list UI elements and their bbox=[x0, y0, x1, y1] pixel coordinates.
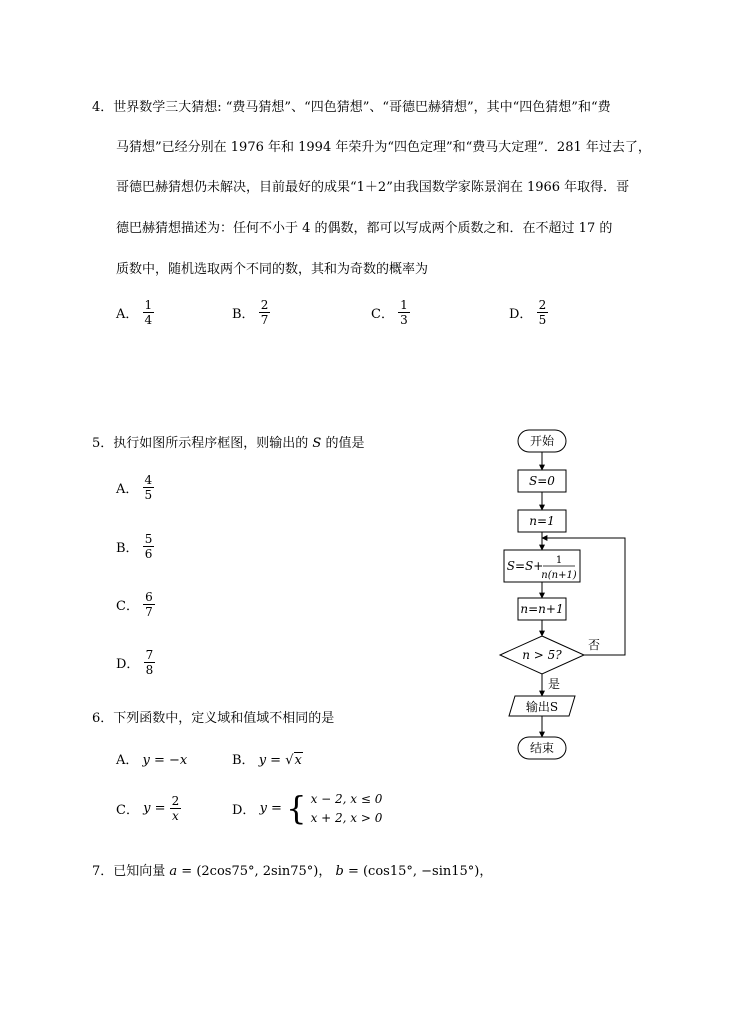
option-fraction: $\frac{2}{5}$ bbox=[538, 298, 547, 328]
option-label: A． bbox=[116, 482, 139, 498]
flow-init-s-label: S=0 bbox=[529, 474, 555, 488]
flow-output-label: 输出S bbox=[525, 700, 559, 714]
q4-line-4: 德巴赫猜想描述为：任何不小于 4 的偶数，都可以写成两个质数之和．在不超过 17 的 bbox=[116, 221, 613, 236]
option-label: B． bbox=[116, 541, 139, 557]
q6-option-d[interactable] bbox=[232, 790, 382, 827]
option-expression: y = −x bbox=[142, 753, 188, 768]
option-label: B． bbox=[232, 307, 255, 323]
flow-start-label: 开始 bbox=[529, 434, 555, 448]
question-7: 7．已知向量 a = (2cos75°, 2sin75°)， b = (cos15°, −sin15°)， bbox=[92, 864, 493, 879]
q5-stem: 5．执行如图所示程序框图，则输出的 S 的值是 bbox=[92, 436, 365, 451]
flow-no-loop-arrow bbox=[542, 538, 625, 655]
brace-symbol: { bbox=[286, 789, 307, 828]
q5-option-d[interactable] bbox=[116, 648, 155, 678]
option-label: B． bbox=[232, 753, 255, 768]
q4-line-2: 马猜想”已经分别在 1976 年和 1994 年荣升为“四色定理”和“费马大定理”．281 年过去了， bbox=[116, 140, 651, 155]
q4-option-b[interactable] bbox=[232, 298, 270, 328]
flowchart bbox=[495, 425, 635, 765]
option-fraction: $\frac{7}{8}$ bbox=[145, 648, 154, 678]
flow-increment-label: n=n+1 bbox=[520, 602, 564, 616]
option-fraction: $\frac{1}{4}$ bbox=[144, 298, 153, 328]
q4-option-c[interactable] bbox=[371, 298, 410, 328]
option-fraction: $\frac{2}{7}$ bbox=[260, 298, 269, 328]
option-fraction: $\frac{1}{3}$ bbox=[400, 298, 408, 328]
q4-line-5: 质数中，随机选取两个不同的数，其和为奇数的概率为 bbox=[116, 262, 429, 277]
flow-no-label: 否 bbox=[587, 638, 601, 652]
q4-option-a[interactable] bbox=[116, 298, 154, 328]
vector-a: a bbox=[169, 864, 178, 879]
vector-b: b bbox=[335, 864, 344, 879]
q4-line-1: 4．世界数学三大猜想: “费马猜想”、“四色猜想”、“哥德巴赫猜想”，其中“四色猜想”和“费 bbox=[92, 100, 611, 115]
q5-option-c[interactable] bbox=[116, 590, 155, 620]
option-expression: y = bbox=[258, 753, 286, 768]
q4-line-3: 哥德巴赫猜想仍未解决，目前最好的成果“1＋2”由我国数学家陈景润在 1966 年取得．哥 bbox=[116, 180, 630, 195]
option-label: C． bbox=[371, 307, 394, 323]
sqrt-sign: √ bbox=[285, 753, 294, 768]
option-fraction: $\frac{4}{5}$ bbox=[144, 473, 153, 503]
option-expression: y = bbox=[143, 801, 166, 817]
flow-end-label: 结束 bbox=[529, 741, 555, 755]
flow-update-numerator: 1 bbox=[555, 555, 563, 566]
q6-option-b[interactable] bbox=[232, 749, 303, 768]
option-expression: y = bbox=[259, 801, 282, 817]
radicand: x bbox=[294, 753, 302, 768]
q5-option-b[interactable] bbox=[116, 532, 154, 562]
option-label: D． bbox=[116, 657, 140, 673]
flow-decision-label: n > 5? bbox=[522, 648, 562, 662]
flow-update-denominator: n(n+1) bbox=[541, 570, 577, 581]
option-label: A． bbox=[116, 307, 139, 323]
flow-update-prefix: S=S+ bbox=[506, 559, 544, 573]
q4-option-d[interactable] bbox=[509, 298, 548, 328]
q6-stem: 6．下列函数中，定义域和值域不相同的是 bbox=[92, 711, 335, 726]
option-fraction: $\frac{2}{x}$ bbox=[171, 794, 180, 824]
q5-option-a[interactable] bbox=[116, 473, 154, 503]
option-label: A． bbox=[116, 753, 139, 768]
option-label: C． bbox=[116, 599, 139, 615]
option-label: D． bbox=[509, 307, 533, 323]
flow-yes-label: 是 bbox=[547, 677, 561, 691]
option-fraction: $\frac{6}{7}$ bbox=[145, 590, 153, 620]
q6-option-a[interactable] bbox=[116, 749, 187, 768]
q6-option-c[interactable] bbox=[116, 794, 181, 824]
option-label: C． bbox=[116, 803, 139, 819]
flow-init-n-label: n=1 bbox=[529, 514, 555, 528]
option-label: D． bbox=[232, 803, 256, 819]
piecewise-cases: x − 2, x ≤ 0 x + 2, x > 0 bbox=[310, 792, 383, 825]
option-fraction: $\frac{5}{6}$ bbox=[144, 532, 153, 562]
